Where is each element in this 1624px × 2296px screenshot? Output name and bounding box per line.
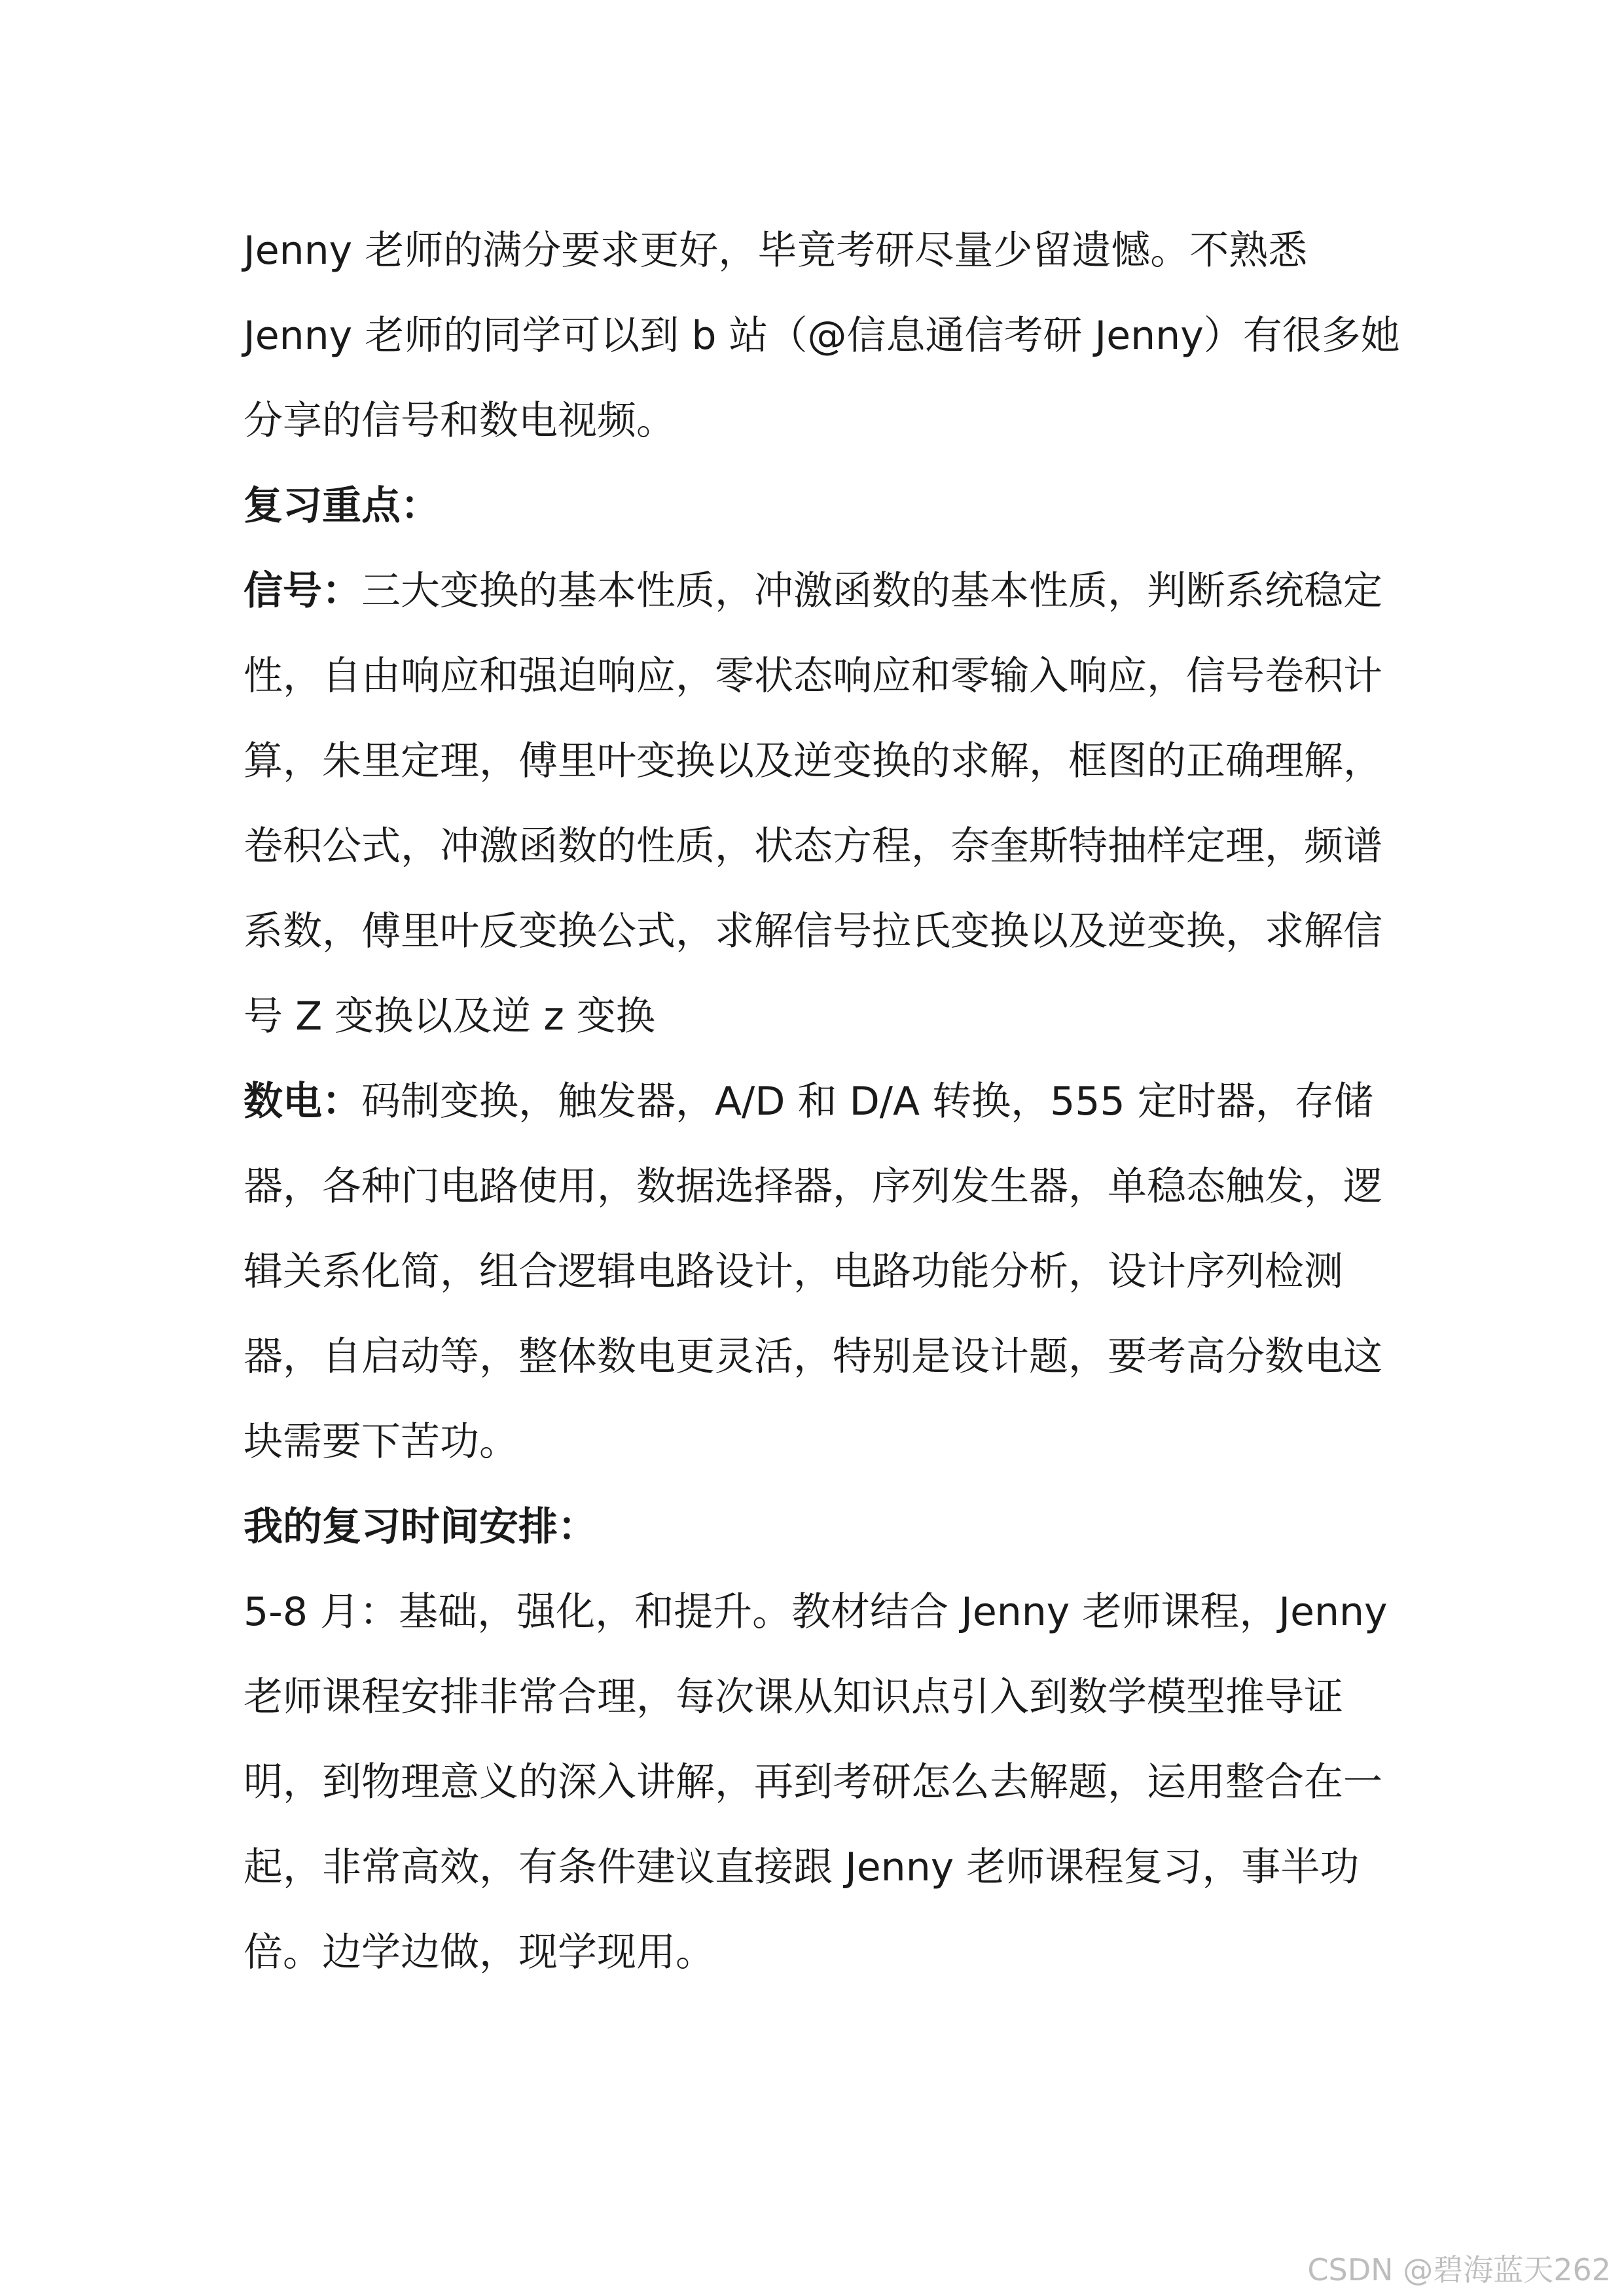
signal-line-5: 系数，傅里叶反变换公式，求解信号拉氏变换以及逆变换，求解信 xyxy=(244,908,1382,954)
schedule-line-3: 明，到物理意义的深入讲解，再到考研怎么去解题，运用整合在一 xyxy=(244,1759,1382,1805)
digital-line-1 xyxy=(244,1059,1373,1144)
schedule-line-1: 5-8 月：基础，强化，和提升。教材结合 Jenny 老师课程，Jenny xyxy=(244,1589,1388,1635)
digital-text-1: 码制变换，触发器，A/D 和 D/A 转换，555 定时器，存储 xyxy=(361,1079,1373,1124)
intro-line-1: Jenny 老师的满分要求更好，毕竟考研尽量少留遗憾。不熟悉 xyxy=(244,228,1308,274)
signal-line-6: 号 Z 变换以及逆 z 变换 xyxy=(244,994,655,1039)
digital-label: 数电： xyxy=(244,1079,361,1124)
signal-line-2: 性，自由响应和强迫响应，零状态响应和零输入响应，信号卷积计 xyxy=(244,653,1382,699)
signal-label: 信号： xyxy=(244,568,361,614)
schedule-line-4: 起，非常高效，有条件建议直接跟 Jenny 老师课程复习，事半功 xyxy=(244,1844,1360,1890)
digital-line-5: 块需要下苦功。 xyxy=(244,1419,518,1465)
schedule-line-2: 老师课程安排非常合理，每次课从知识点引入到数学模型推导证 xyxy=(244,1674,1343,1720)
signal-line-3: 算，朱里定理，傅里叶变换以及逆变换的求解，框图的正确理解， xyxy=(244,738,1382,784)
intro-line-2: Jenny 老师的同学可以到 b 站（@信息通信考研 Jenny）有很多她 xyxy=(244,313,1400,359)
digital-line-3: 辑关系化简，组合逻辑电路设计，电路功能分析，设计序列检测 xyxy=(244,1249,1343,1295)
watermark: CSDN @碧海蓝天262 xyxy=(1307,2252,1611,2287)
document-body xyxy=(244,208,1400,1995)
digital-line-2: 器，各种门电路使用，数据选择器，序列发生器，单稳态触发，逻 xyxy=(244,1164,1382,1210)
signal-line-4: 卷积公式，冲激函数的性质，状态方程，奈奎斯特抽样定理，频谱 xyxy=(244,823,1382,869)
intro-line-3: 分享的信号和数电视频。 xyxy=(244,398,676,444)
review-heading: 复习重点： xyxy=(244,483,440,529)
digital-line-4: 器，自启动等，整体数电更灵活，特别是设计题，要考高分数电这 xyxy=(244,1334,1382,1380)
schedule-line-5: 倍。边学边做，现学现用。 xyxy=(244,1929,715,1975)
signal-text-1: 三大变换的基本性质，冲激函数的基本性质，判断系统稳定 xyxy=(361,568,1382,614)
signal-line-1 xyxy=(244,548,1382,634)
schedule-heading: 我的复习时间安排： xyxy=(244,1504,597,1550)
